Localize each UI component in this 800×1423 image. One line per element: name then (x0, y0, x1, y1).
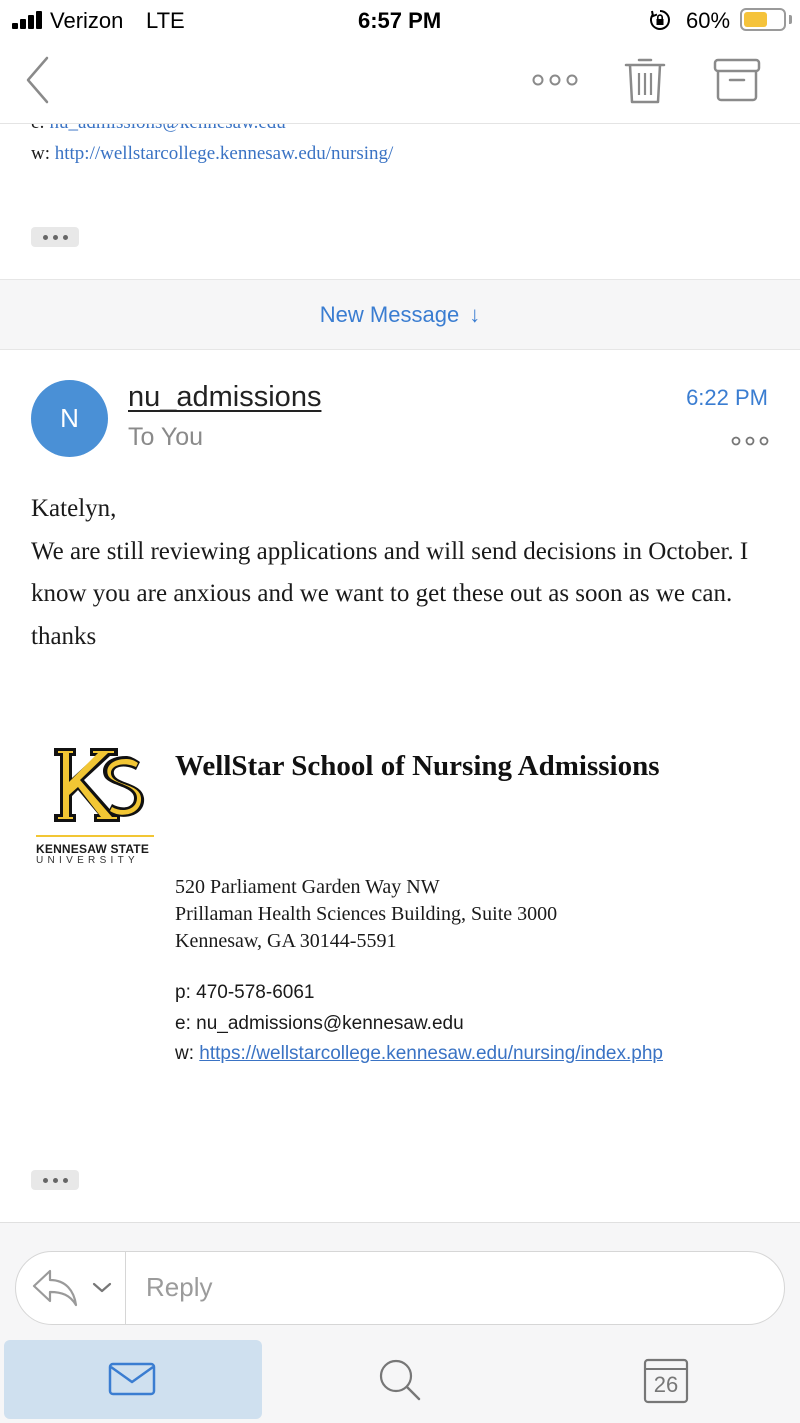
phone-line (175, 982, 314, 1004)
body-paragraph: We are still reviewing applications and will send decisions in October. I know you are anxious and we want to get these out as soon as we can. (31, 537, 749, 607)
battery-nub (789, 15, 792, 24)
email-prefix: e: (175, 1013, 191, 1034)
web-line (175, 1043, 663, 1065)
mail-icon (108, 1361, 156, 1397)
email-line (175, 1013, 464, 1035)
web-prefix: w: (31, 143, 50, 164)
logo-name: KENNESAW STATE (36, 842, 150, 856)
message-more-icon[interactable] (730, 432, 770, 450)
new-message-label: New Message (319, 301, 460, 327)
reply-divider (125, 1252, 126, 1324)
reply-input[interactable]: Reply (146, 1272, 213, 1302)
web-prefix: w: (175, 1043, 194, 1064)
logo-subtitle: UNIVERSITY (36, 855, 140, 866)
trash-icon[interactable] (622, 54, 668, 106)
address-line: Prillaman Health Sciences Building, Suite 3000 (175, 903, 558, 925)
website-link[interactable]: https://wellstarcollege.kennesaw.edu/nursing/index.php (199, 1043, 663, 1064)
sign-off: thanks (31, 622, 97, 650)
search-icon[interactable] (378, 1358, 422, 1402)
top-nav (0, 42, 800, 124)
show-quoted-text-button[interactable] (31, 1170, 79, 1190)
reply-box[interactable] (15, 1251, 785, 1325)
new-message-bar[interactable] (0, 280, 800, 350)
show-quoted-text-button[interactable] (31, 227, 79, 247)
reply-icon[interactable] (30, 1265, 80, 1309)
signature-title: WellStar School of Nursing Admissions (175, 750, 660, 782)
previous-web-line (31, 143, 393, 165)
previous-message-fragment (0, 124, 800, 280)
archive-icon[interactable] (712, 56, 762, 104)
battery-icon (740, 8, 786, 31)
status-bar (0, 0, 800, 42)
greeting: Katelyn, (31, 495, 117, 522)
message-body (31, 488, 771, 658)
recipient-line[interactable]: To You (128, 423, 204, 451)
avatar-initial: N (60, 403, 79, 433)
rotation-lock-icon (649, 9, 671, 31)
sender-name[interactable]: nu_admissions (128, 381, 322, 413)
status-time: 6:57 PM (358, 8, 442, 33)
battery-level-fill (744, 12, 767, 27)
signal-icon (12, 11, 44, 29)
email-address[interactable]: nu_admissions@kennesaw.edu (196, 1013, 464, 1034)
phone-number[interactable]: 470-578-6061 (196, 982, 315, 1003)
logo-gold-rule (36, 835, 154, 837)
calendar-day: 26 (653, 1372, 679, 1397)
phone-prefix: p: (175, 982, 191, 1003)
previous-web-link[interactable]: http://wellstarcollege.kennesaw.edu/nursing/ (54, 143, 394, 164)
address-line: Kennesaw, GA 30144-5591 (175, 930, 397, 952)
message-time: 6:22 PM (686, 385, 768, 410)
battery-percent: 60% (686, 8, 731, 33)
down-arrow-icon: ↓ (469, 301, 481, 327)
more-icon[interactable] (530, 68, 580, 92)
avatar[interactable] (31, 380, 108, 457)
network-type: LTE (146, 8, 185, 33)
back-icon[interactable] (22, 54, 58, 106)
carrier-name: Verizon (50, 8, 124, 33)
chevron-down-icon[interactable] (91, 1278, 113, 1296)
address-line: 520 Parliament Garden Way NW (175, 876, 440, 898)
